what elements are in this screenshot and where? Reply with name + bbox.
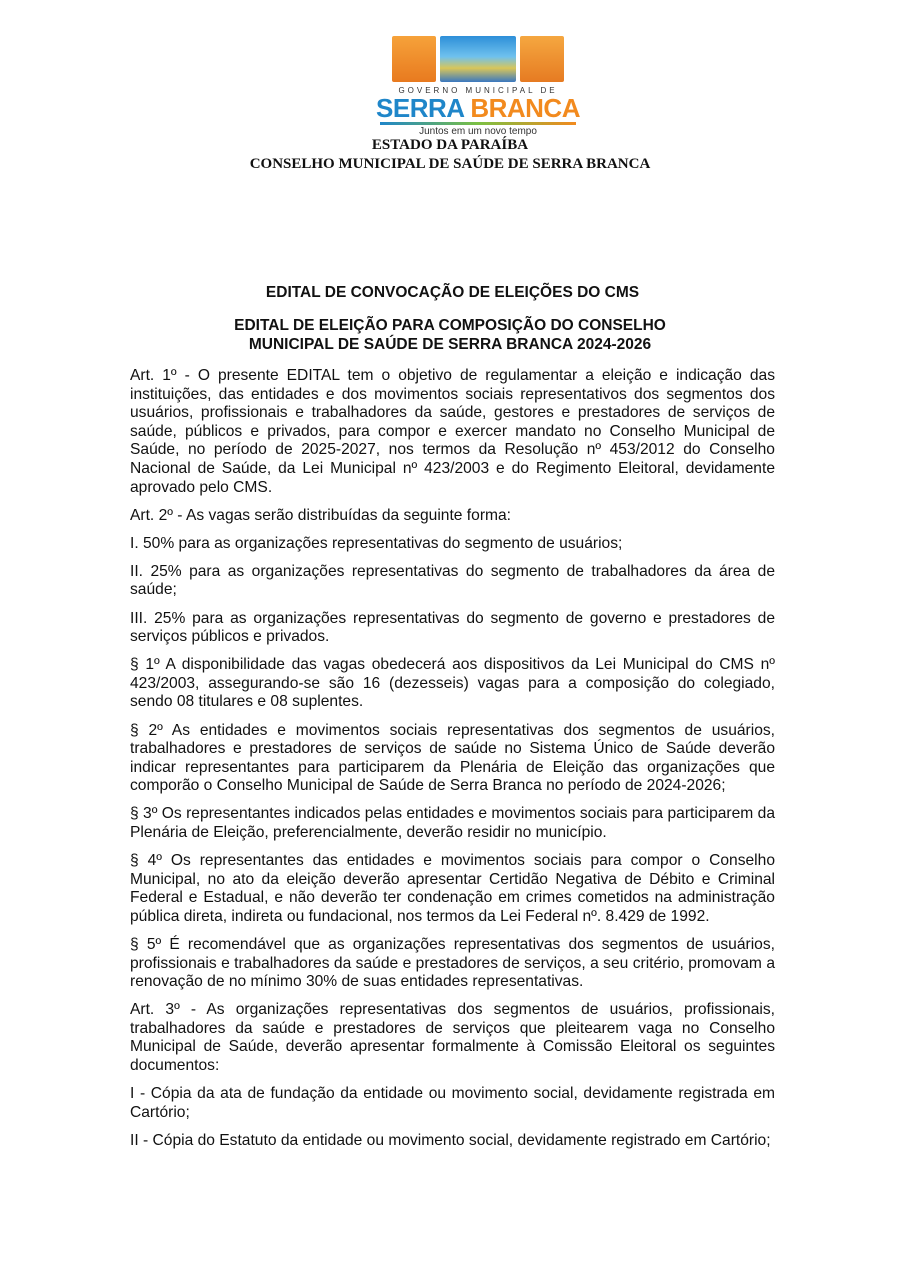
paragraph: III. 25% para as organizações representativas do segmento de governo e prestadores de serviços públicos e privados. — [130, 609, 775, 646]
paragraph: I - Cópia da ata de fundação da entidade ou movimento social, devidamente registrada em Cartório; — [130, 1085, 775, 1121]
city-tile — [440, 36, 516, 82]
logo-gov-text: GOVERNO MUNICIPAL DE — [398, 86, 558, 95]
paragraph: II. 25% para as organizações representativas do segmento de trabalhadores da área de saúde; — [130, 562, 775, 599]
document-title: EDITAL DE CONVOCAÇÃO DE ELEIÇÕES DO CMS — [265, 284, 640, 301]
logo-motto: Juntos em um novo tempo — [419, 126, 537, 137]
state-heading: ESTADO DA PARAÍBA — [371, 137, 529, 153]
church-tile — [392, 36, 436, 82]
municipal-logo — [372, 36, 584, 136]
paragraph: Art. 1º - O presente EDITAL tem o objetivo de regulamentar a eleição e indicação das instituições, das entidades e dos movimentos sociais representativos dos segmentos dos usuários, profissionais e trabalhadores da saúde, gestores e prestadores de serviços de saúde, públicos e privados, para compor e exercer mandato no Conselho Municipal de Saúde, no período de 2025-2027, nos termos da Resolução nº 453/2012 do Conselho Nacional de Saúde, da Lei Municipal nº 423/2003 e do Regimento Eleitoral, devidamente aprovado pelo CMS. — [130, 367, 775, 496]
paragraph: § 3º Os representantes indicados pelas entidades e movimentos sociais para participarem da Plenária de Eleição, preferencialmente, deverão residir no município. — [130, 805, 775, 841]
document-subtitle: EDITAL DE ELEIÇÃO PARA COMPOSIÇÃO DO CONSELHO MUNICIPAL DE SAÚDE DE SERRA BRANCA 2024-2026 — [234, 317, 666, 353]
cactus-tile — [520, 36, 564, 82]
paragraph: Art. 3º - As organizações representativas dos segmentos de usuários, profissionais, trabalhadores da saúde e prestadores de serviços que pleitearem vaga no Conselho Municipal de Saúde, deverão apresentar formalmente à Comissão Eleitoral os seguintes documentos: — [130, 1001, 775, 1074]
document-body — [130, 367, 775, 1160]
paragraph: Art. 2º - As vagas serão distribuídas da seguinte forma: — [130, 506, 512, 524]
logo-brand: SERRA BRANCA — [376, 93, 580, 123]
logo-images — [372, 36, 584, 82]
paragraph: I. 50% para as organizações representativas do segmento de usuários; — [130, 534, 623, 552]
paragraph: § 5º É recomendável que as organizações representativas dos segmentos de usuários, profissionais e trabalhadores da saúde e prestadores de serviços, a seu critério, promovam a renovação de no mínimo 30% de suas entidades representativas. — [130, 935, 775, 991]
paragraph: § 1º A disponibilidade das vagas obedecerá aos dispositivos da Lei Municipal do CMS nº 423/2003, assegurando-se são 16 (dezesseis) vagas para a composição do colegiado, sendo 08 titulares e 08 suplentes. — [130, 656, 775, 711]
council-heading: CONSELHO MUNICIPAL DE SAÚDE DE SERRA BRANCA — [249, 156, 651, 172]
paragraph: II - Cópia do Estatuto da entidade ou movimento social, devidamente registrado em Cartório; — [130, 1131, 771, 1149]
paragraph: § 2º As entidades e movimentos sociais representativas dos segmentos de usuários, trabalhadores e prestadores de serviços de saúde no Sistema Único de Saúde deverão indicar representantes para participarem da Plenária de Eleição das organizações que comporão o Conselho Municipal de Saúde de Serra Branca no período de 2024-2026; — [130, 721, 775, 795]
paragraph: § 4º Os representantes das entidades e movimentos sociais para compor o Conselho Municipal, no ato da eleição deverão apresentar Certidão Negativa de Débito e Criminal Federal e Estadual, e não deverão ter condenação em crimes cometidos na administração pública direta, indireta ou fundacional, nos termos da Lei Federal nº. 8.429 de 1992. — [130, 852, 775, 925]
